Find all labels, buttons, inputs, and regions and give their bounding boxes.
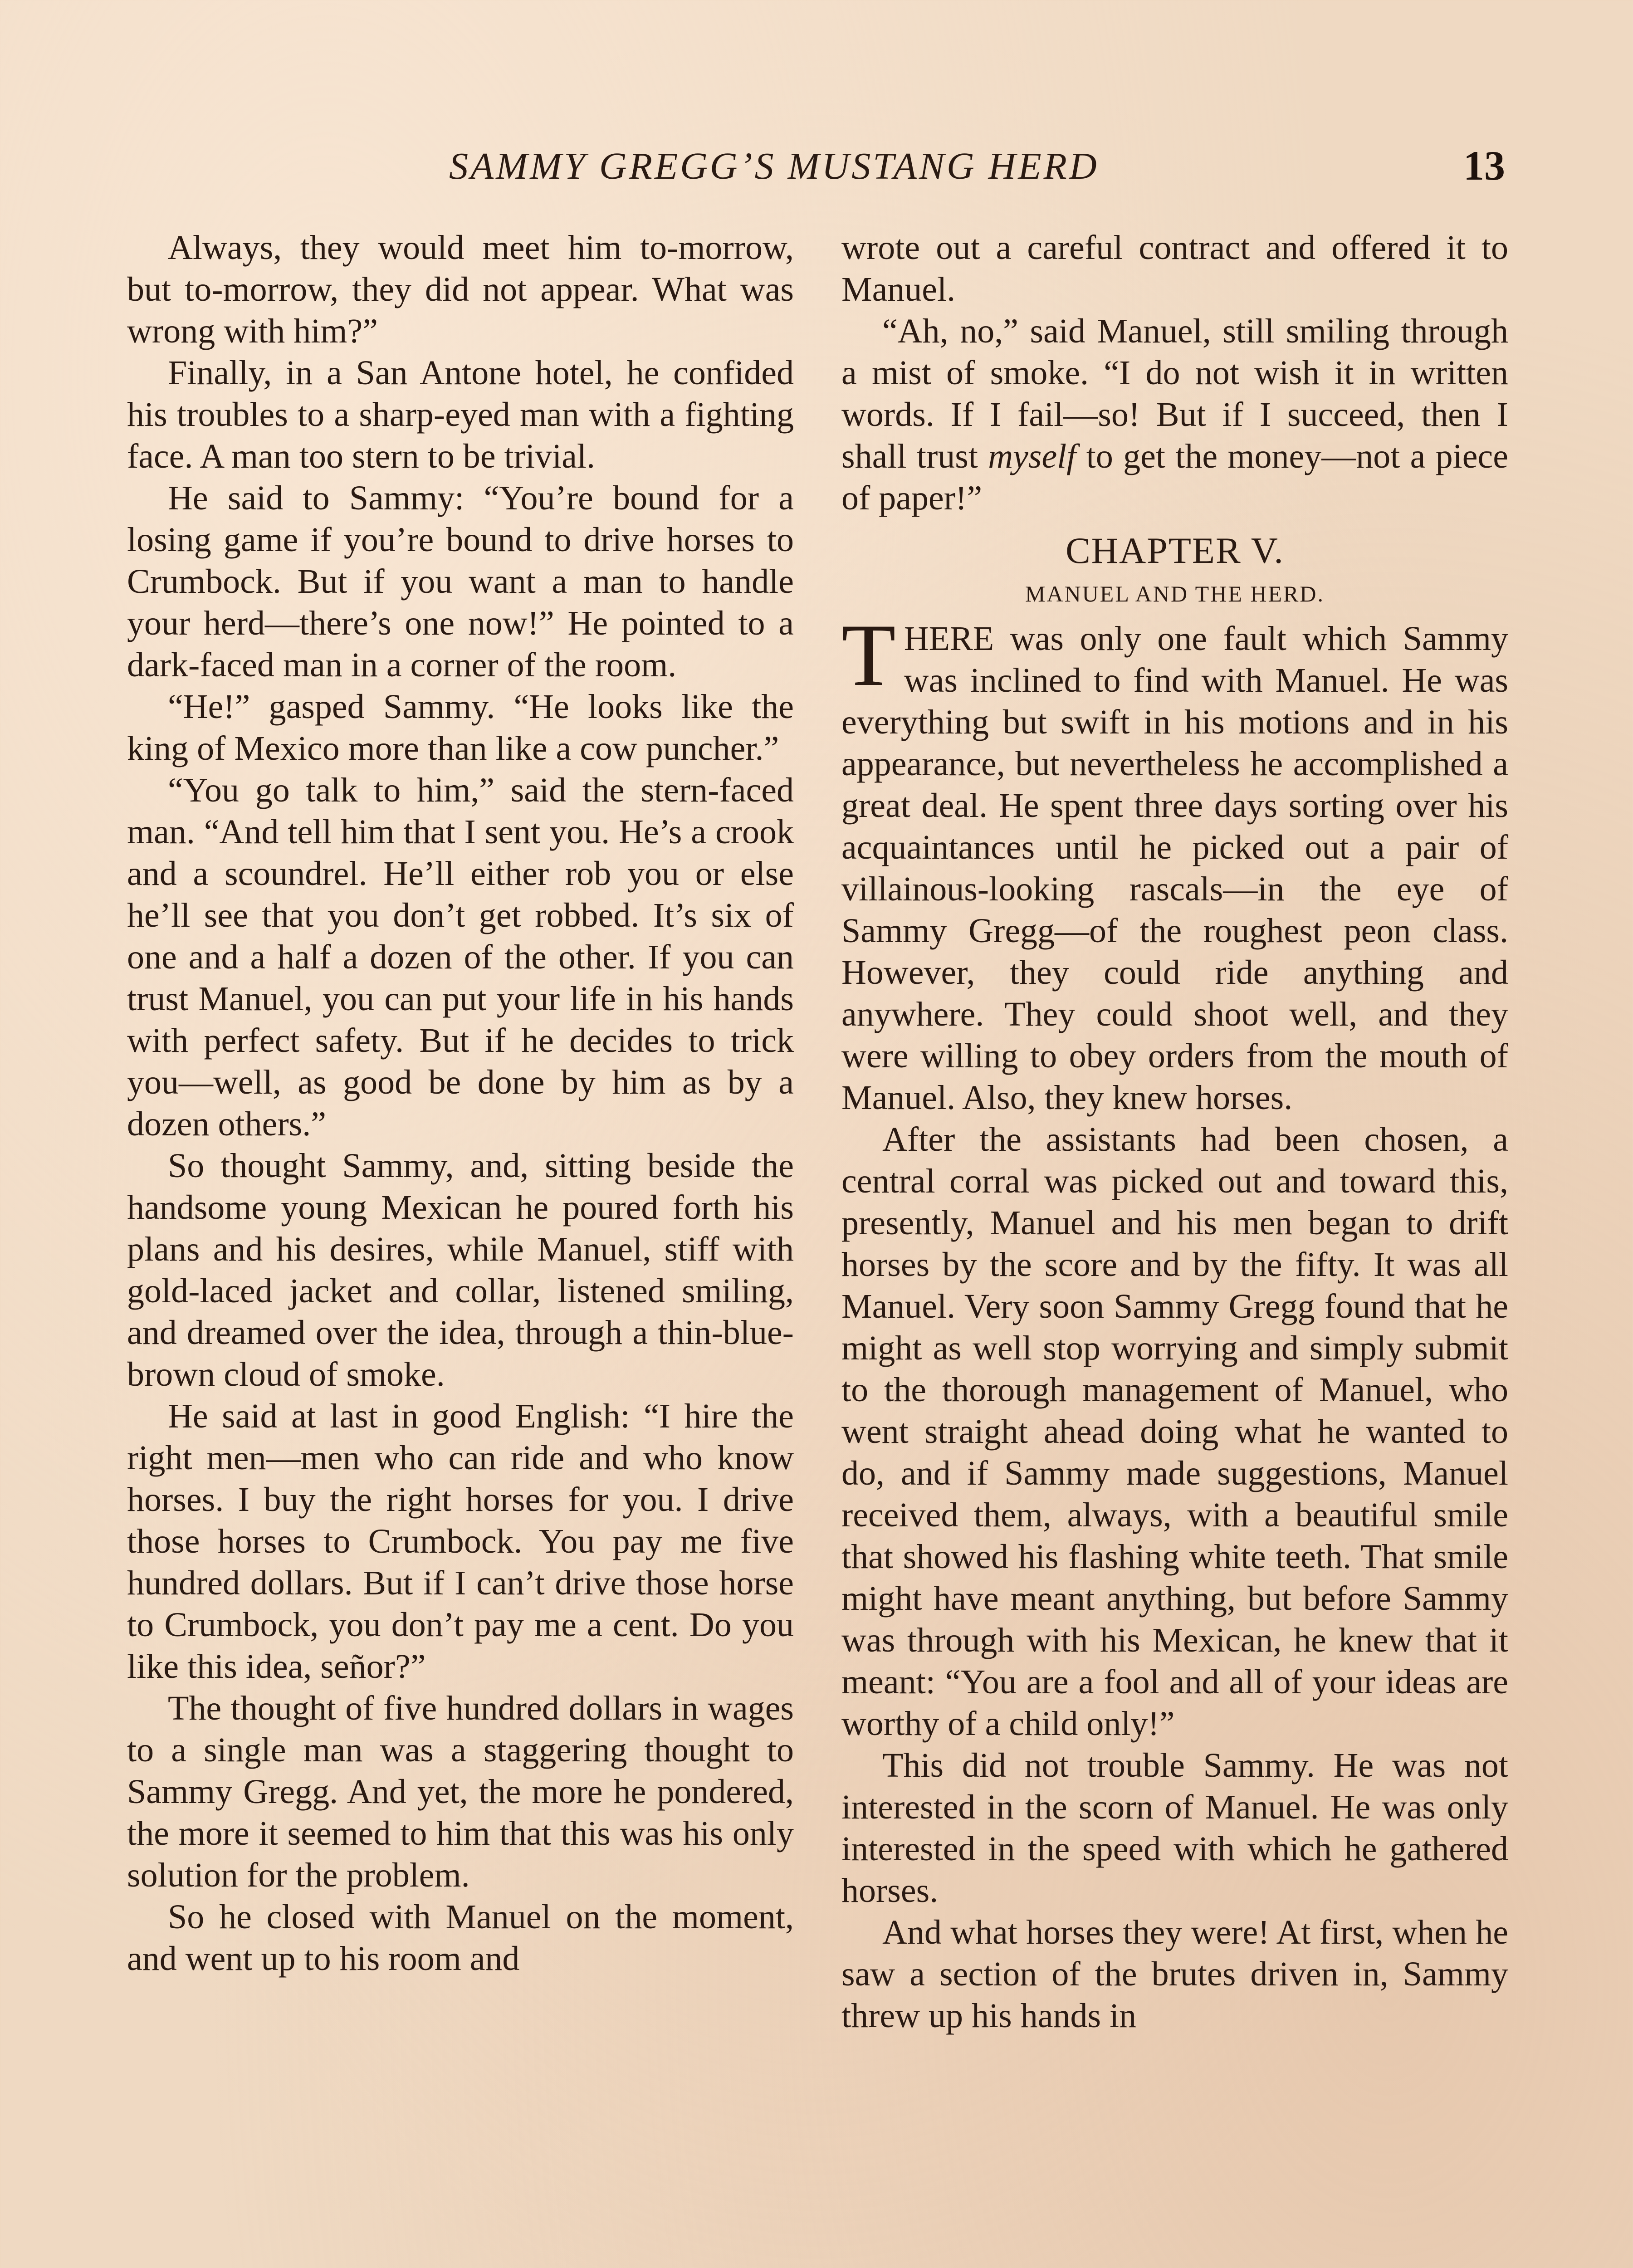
running-title: SAMMY GREGG’S MUSTANG HERD	[449, 145, 1099, 187]
right-column	[841, 227, 1508, 2037]
paragraph: So he closed with Manuel on the moment, and went up to his room and	[127, 1898, 794, 1978]
chapter-opening-paragraph	[841, 606, 1508, 1119]
paragraph: wrote out a careful contract and offered it to Manuel.	[841, 229, 1508, 308]
paragraph: “He!” gasped Sammy. “He looks like the king of Mexico more than like a cow puncher.”	[127, 688, 794, 767]
emphasis-text: myself	[988, 437, 1076, 475]
paragraph-text: HERE was only one fault which Sammy was inclined to find with Manuel. He was everything but swift in his motions and in his appearance, but nevertheless he accomplished a great deal. He spent three days sorting over his acquaintances until he picked out a pair of villainous-looking rascals—in the eye of Sammy Gregg—of the roughest peon class. However, they could ride anything and anywhere. They could shoot well, and they were willing to obey orders from the mouth of Manuel. Also, they knew horses.	[841, 620, 1508, 1117]
chapter-heading: CHAPTER V.	[1066, 530, 1284, 571]
paragraph: This did not trouble Sammy. He was not interested in the scorn of Manuel. He was only interested in the speed with which he gathered horses.	[841, 1746, 1508, 1910]
paragraph: And what horses they were! At first, when he saw a section of the brutes driven in, Sammy threw up his hands in	[841, 1913, 1508, 2035]
paragraph: After the assistants had been chosen, a central corral was picked out and toward this, presently, Manuel and his men began to drift horses by the score and by the fifty. It was all Manuel. Very soon Sammy Gregg found that he might as well stop worrying and simply submit to the thorough management of Manuel, who went straight ahead doing what he wanted to do, and if Sammy made suggestions, Manuel received them, always, with a beautiful smile that showed his flashing white teeth. That smile might have meant anything, but before Sammy was through with his Mexican, he knew that it meant: “You are a fool and all of your ideas are worthy of a child only!”	[841, 1120, 1508, 1743]
paragraph	[841, 310, 1508, 519]
left-column	[127, 227, 794, 1980]
page-number: 13	[1463, 142, 1505, 189]
paragraph: He said at last in good English: “I hire the right men—men who can ride and who know horses. I buy the right horses for you. I drive those horses to Crumbock. You pay me five hundred dollars. But if I can’t drive those horse to Crumbock, you don’t pay me a cent. Do you like this idea, señor?”	[127, 1397, 794, 1686]
paragraph: The thought of five hundred dollars in wages to a single man was a staggering thought to Sammy Gregg. And yet, the more he pondered, the more it seemed to him that this was his only solution for the problem.	[127, 1689, 794, 1894]
paragraph: Finally, in a San Antone hotel, he confided his troubles to a sharp-eyed man with a fighting face. A man too stern to be trivial.	[127, 354, 794, 475]
drop-cap: T	[841, 606, 896, 704]
paragraph: “You go talk to him,” said the stern-faced man. “And tell him that I sent you. He’s a crook and a scoundrel. He’ll either rob you or else he’ll see that you don’t get robbed. It’s six of one and a half a dozen of the other. If you can trust Manuel, you can put your life in his hands with perfect safety. But if he decides to trick you—well, as good be done by him as by a dozen others.”	[127, 771, 794, 1143]
paragraph-text: to get the money—not a piece of paper!”	[841, 437, 1508, 517]
paragraph: So thought Sammy, and, sitting beside the handsome young Mexican he poured forth his plans and his desires, while Manuel, stiff with gold-laced jacket and collar, listened smiling, and dreamed over the idea, through a thin-blue-brown cloud of smoke.	[127, 1147, 794, 1393]
paragraph-text: “Ah, no,” said Manuel, still smiling through a mist of smoke. “I do not wish it in written words. If I fail—so! But if I succeed, then I shall trust	[841, 312, 1508, 475]
chapter-subheading: MANUEL AND THE HERD.	[1025, 581, 1325, 606]
paragraph: He said to Sammy: “You’re bound for a losing game if you’re bound to drive horses to Crumbock. But if you want a man to handle your herd—there’s one now!” He pointed to a dark-faced man in a corner of the room.	[127, 479, 794, 684]
paragraph: Always, they would meet him to-morrow, but to-morrow, they did not appear. What was wrong with him?”	[127, 229, 794, 350]
